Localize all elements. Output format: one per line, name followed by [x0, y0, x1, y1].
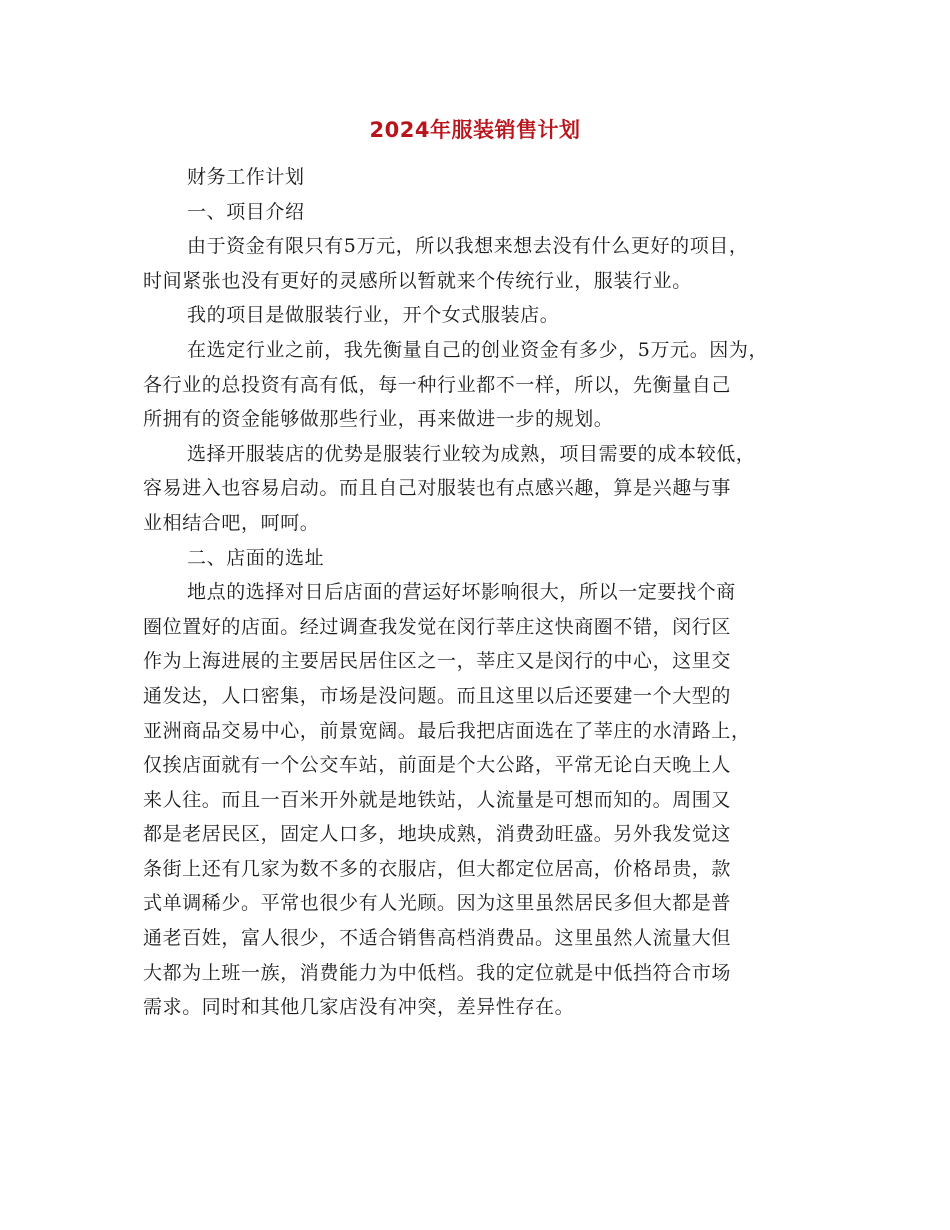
text-line: 条街上还有几家为数不多的衣服店，但大都定位居高，价格昂贵，款 [143, 857, 732, 880]
document-title: 2024年服装销售计划 [369, 118, 581, 142]
text-line: 由于资金有限只有5万元，所以我想来想去没有什么更好的项目， [187, 235, 749, 258]
text-line: 选择开服装店的优势是服装行业较为成熟，项目需要的成本较低， [187, 442, 756, 465]
text-line: 仅挨店面就有一个公交车站，前面是个大公路，平常无论白天晚上人 [143, 754, 732, 777]
text-line: 通发达，人口密集，市场是没问题。而且这里以后还要建一个大型的 [143, 684, 732, 707]
text-line: 所拥有的资金能够做那些行业，再来做进一步的规划。 [143, 408, 614, 431]
text-line: 在选定行业之前，我先衡量自己的创业资金有多少，5万元。因为， [187, 338, 769, 361]
text-line: 圈位置好的店面。经过调查我发觉在闵行莘庄这快商圈不错，闵行区 [143, 615, 732, 638]
text-line: 亚洲商品交易中心，前景宽阔。最后我把店面选在了莘庄的水清路上， [143, 719, 751, 742]
text-line: 通老百姓，富人很少，不适合销售高档消费品。这里虽然人流量大但 [143, 927, 732, 950]
text-line: 大都为上班一族，消费能力为中低档。我的定位就是中低挡符合市场 [143, 961, 732, 984]
text-line: 我的项目是做服装行业，开个女式服装店。 [187, 304, 560, 327]
text-line: 需求。同时和其他几家店没有冲突，差异性存在。 [143, 996, 575, 1019]
text-line: 各行业的总投资有高有低，每一种行业都不一样，所以，先衡量自己 [143, 373, 732, 396]
text-line: 来人往。而且一百米开外就是地铁站，人流量是可想而知的。周围又 [143, 788, 732, 811]
text-line: 作为上海进展的主要居民居住区之一，莘庄又是闵行的中心，这里交 [143, 650, 732, 673]
text-line: 都是老居民区，固定人口多，地块成熟，消费劲旺盛。另外我发觉这 [143, 823, 732, 846]
section-heading: 二、店面的选址 [187, 546, 325, 569]
text-line: 业相结合吧，呵呵。 [143, 511, 320, 534]
text-line: 财务工作计划 [187, 166, 305, 188]
text-line: 时间紧张也没有更好的灵感所以暂就来个传统行业，服装行业。 [143, 269, 692, 292]
text-line: 地点的选择对日后店面的营运好坏影响很大，所以一定要找个商 [187, 581, 736, 604]
document-body [143, 160, 843, 1025]
text-line: 容易进入也容易启动。而且自己对服装也有点感兴趣，算是兴趣与事 [143, 477, 732, 500]
section-heading: 一、项目介绍 [187, 200, 305, 223]
text-line: 式单调稀少。平常也很少有人光顾。因为这里虽然居民多但大都是普 [143, 892, 732, 915]
